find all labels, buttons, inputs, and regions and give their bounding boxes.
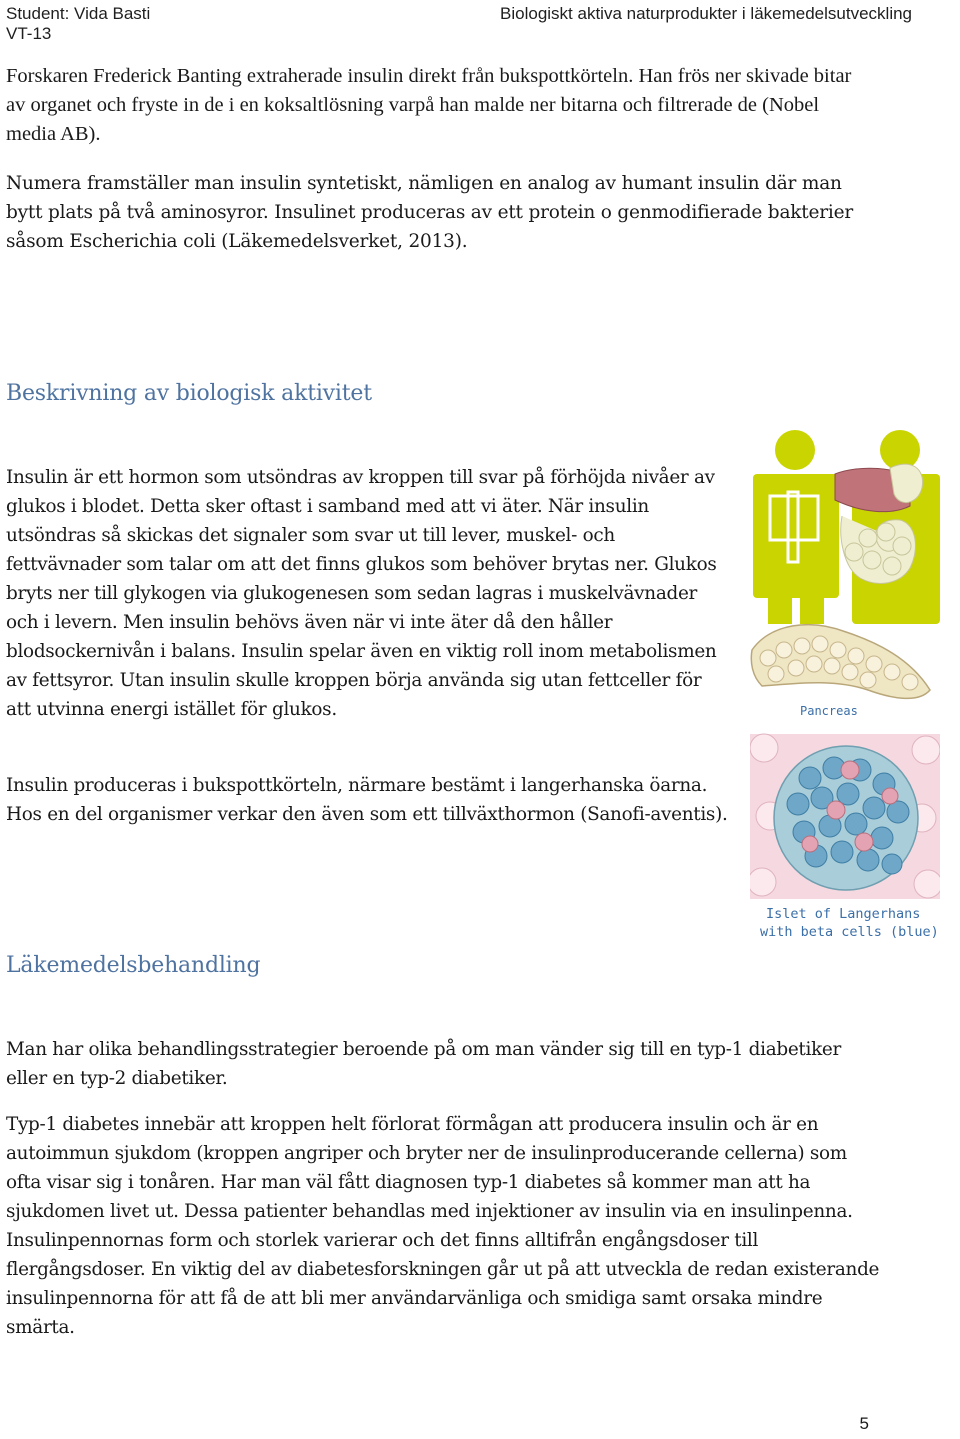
header-left: [6, 4, 150, 44]
pancreas-label: Pancreas: [800, 704, 858, 718]
header-student: Student: Vida Basti: [6, 4, 151, 23]
human-body-illustration: [753, 430, 940, 624]
islet-illustration: [750, 734, 940, 940]
paragraph-synthetic: Numera framställer man insulin syntetiskt, nämligen en analog av humant insulin där man bytt plats på två aminosyror. Insulinet produceras av ett protein o genmodifierade bakterier såsom Escherichia coli (Läkemedelsverket, 2013).: [6, 173, 854, 252]
paragraph-type1: Typ-1 diabetes innebär att kroppen helt förlorat förmågan att producera insulin och är en autoimmun sjukdom (kroppen angriper och bryter ner de insulinproducerande cellerna) som ofta visar sig i tonåren. Har man väl fått diagnosen typ-1 diabetes så kommer man att ha sjukdomen livet ut. Dessa patienter behandlas med injektioner av insulin via en insulinpenna. Insulinpennornas form och storlek varierar och det finns alltifrån engångsdoser till flergångsdoser. En viktig del av diabetesforskningen går ut på att utveckla de redan existerande insulinpennorna för att få de att bli mer användarvänliga och smidiga samt orsaka mindre smärta.: [6, 1114, 880, 1338]
header-term: VT-13: [6, 24, 52, 43]
paragraph-activity: Insulin är ett hormon som utsöndras av kroppen till svar på förhöjda nivåer av glukos i blodet. Detta sker oftast i samband med att vi äter. När insulin utsöndras så skickas det signaler som svar ut till lever, muskel- och fettvävnader som talar om att det finns glukos som behöver brytas ner. Glukos bryts ner till glykogen via glukogenesen som sedan lagras i muskelvävnader och i levern. Men insulin behövs även när vi inte äter då den håller blodsockernivån i balans. Insulin spelar även en viktig roll inom metabolismen av fettsyror. Utan insulin skulle kroppen börja använda sig utan fettceller för att utvinna energi istället för glukos.: [6, 467, 717, 720]
heading-biological-activity: Beskrivning av biologisk aktivitet: [6, 381, 372, 406]
islet-label-line1: Islet of Langerhans: [766, 906, 921, 922]
islet-label-line2: with beta cells (blue): [760, 924, 939, 940]
insulin-figure: [750, 428, 940, 948]
paragraph-strategies: Man har olika behandlingsstrategier beroende på om man vänder sig till en typ-1 diabetiker eller en typ-2 diabetiker.: [6, 1039, 841, 1089]
header-title: Biologiskt aktiva naturprodukter i läkemedelsutveckling: [500, 4, 912, 23]
paragraph-production: Insulin produceras i bukspottkörteln, närmare bestämt i langerhanska öarna. Hos en del organismer verkar den även som ett tillväxthormon (Sanofi-aventis).: [6, 775, 728, 825]
page-number: 5: [859, 1414, 869, 1433]
heading-treatment: Läkemedelsbehandling: [6, 953, 261, 978]
pancreas-illustration: [751, 625, 930, 718]
paragraph-banting: Forskaren Frederick Banting extraherade insulin direkt från bukspottkörteln. Han frös ner skivade bitar av organet och fryste in de i en koksaltlösning varpå han malde ner bitarna och filtrerade de (Nobel media AB).: [6, 65, 852, 145]
